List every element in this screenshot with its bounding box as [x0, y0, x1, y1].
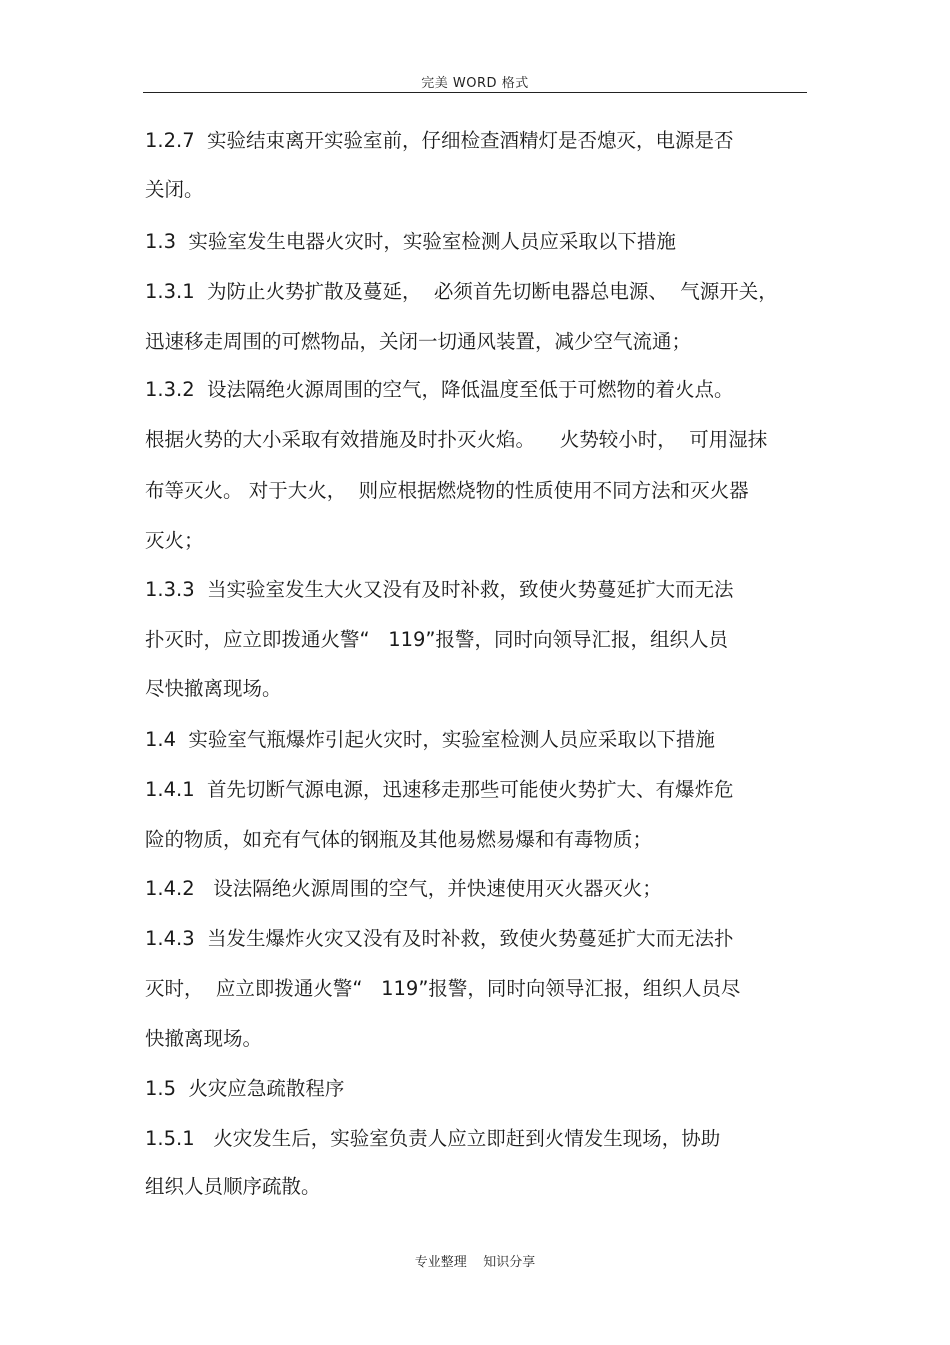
- text-line: 险的物质，如充有气体的钢瓶及其他易燃易爆和有毒物质；: [145, 828, 653, 851]
- text-line: 1.2.7 实验结束离开实验室前，仔细检查酒精灯是否熄灭，电源是否: [145, 129, 734, 152]
- text-line: 1.5 火灾应急疏散程序: [145, 1077, 345, 1100]
- text-line: 布等灭火。 对于大火， 则应根据燃烧物的性质使用不同方法和灭火器: [145, 479, 749, 502]
- text-line: 1.4.1 首先切断气源电源，迅速移走那些可能使火势扩大、有爆炸危: [145, 778, 734, 801]
- text-line: 迅速移走周围的可燃物品，关闭一切通风装置，减少空气流通；: [145, 330, 692, 353]
- header-title: 完美 WORD 格式: [421, 76, 529, 91]
- text-line: 关闭。: [145, 178, 204, 201]
- text-line: 灭时， 应立即拨通火警“ 119”报警，同时向领导汇报，组织人员尽: [145, 977, 741, 1000]
- page-footer: 专业整理 知识分享: [414, 1255, 536, 1270]
- text-line: 扑灭时，应立即拨通火警“ 119”报警，同时向领导汇报，组织人员: [145, 628, 729, 651]
- text-line: 根据火势的大小采取有效措施及时扑灭火焰。 火势较小时， 可用湿抹: [145, 428, 768, 451]
- text-line: 灭火；: [145, 529, 204, 552]
- text-line: 快撤离现场。: [145, 1027, 263, 1050]
- text-line: 组织人员顺序疏散。: [145, 1175, 321, 1198]
- text-line: 尽快撤离现场。: [145, 677, 282, 700]
- header-divider: [143, 92, 807, 93]
- text-line: 1.5.1 火灾发生后，实验室负责人应立即赶到火情发生现场，协助: [145, 1127, 721, 1150]
- text-line: 1.4.2 设法隔绝火源周围的空气，并快速使用灭火器灭火；: [145, 877, 662, 900]
- text-line: 1.3 实验室发生电器火灾时，实验室检测人员应采取以下措施: [145, 230, 676, 253]
- text-line: 1.4 实验室气瓶爆炸引起火灾时，实验室检测人员应采取以下措施: [145, 728, 715, 751]
- text-line: 1.3.3 当实验室发生大火又没有及时补救，致使火势蔓延扩大而无法: [145, 578, 734, 601]
- text-line: 1.3.2 设法隔绝火源周围的空气，降低温度至低于可燃物的着火点。: [145, 378, 734, 401]
- text-line: 1.4.3 当发生爆炸火灾又没有及时补救，致使火势蔓延扩大而无法扑: [145, 927, 734, 950]
- text-line: 1.3.1 为防止火势扩散及蔓延， 必须首先切断电器总电源、 气源开关，: [145, 280, 778, 303]
